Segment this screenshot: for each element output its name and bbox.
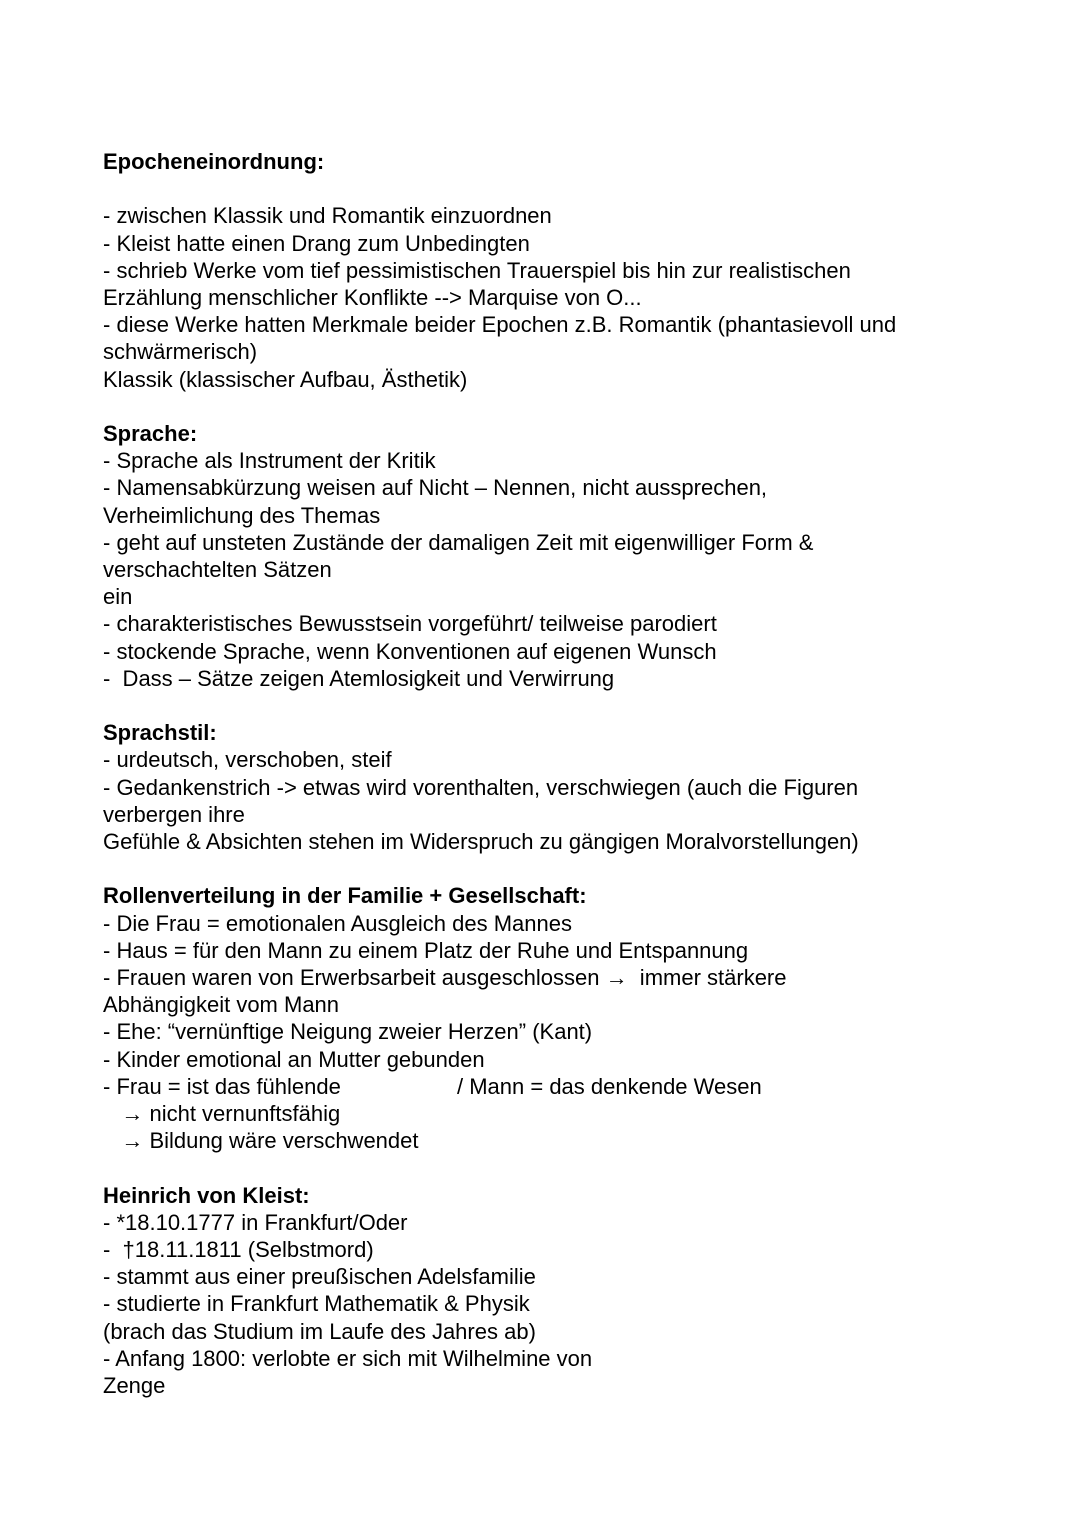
text-line: - Haus = für den Mann zu einem Platz der Ruhe und Entspannung	[103, 937, 749, 963]
text-line: Gefühle & Absichten stehen im Widerspruch zu gängigen Moralvorstellungen)	[103, 829, 859, 855]
text-line: - zwischen Klassik und Romantik einzuordnen	[103, 203, 552, 229]
text-line: - Kinder emotional an Mutter gebunden	[103, 1046, 485, 1072]
section	[103, 882, 1003, 1154]
text-line: - Sprache als Instrument der Kritik	[103, 448, 436, 474]
document-body	[103, 148, 1003, 1426]
text-line: Abhängigkeit vom Mann	[103, 992, 340, 1018]
section-heading: Epocheneinordnung:	[103, 149, 325, 174]
text-line: verbergen ihre	[103, 801, 245, 827]
text-line: - studierte in Frankfurt Mathematik & Physik	[103, 1291, 530, 1317]
text-line: → Bildung wäre verschwendet	[103, 1128, 419, 1154]
text-line: - Frauen waren von Erwerbsarbeit ausgeschlossen → immer stärkere	[103, 965, 787, 991]
section	[103, 719, 1003, 855]
text-line: - Anfang 1800: verlobte er sich mit Wilhelmine von	[103, 1345, 593, 1371]
section	[103, 1182, 1003, 1400]
text-line: - Frau = ist das fühlende / Mann = das denkende Wesen	[103, 1073, 762, 1099]
text-line: - geht auf unsteten Zustände der damaligen Zeit mit eigenwilliger Form &	[103, 529, 814, 555]
text-line: - Kleist hatte einen Drang zum Unbedingten	[103, 230, 530, 256]
text-line: verschachtelten Sätzen	[103, 557, 332, 583]
text-line: - Namensabkürzung weisen auf Nicht – Nennen, nicht aussprechen,	[103, 475, 768, 501]
text-line: Klassik (klassischer Aufbau, Ästhetik)	[103, 366, 468, 392]
section-heading: Rollenverteilung in der Familie + Gesellschaft:	[103, 883, 587, 909]
section	[103, 148, 1003, 393]
section	[103, 420, 1003, 692]
text-line: - stockende Sprache, wenn Konventionen auf eigenen Wunsch	[103, 638, 717, 664]
text-line: - charakteristisches Bewusstsein vorgeführt/ teilweise parodiert	[103, 611, 717, 637]
text-line: - schrieb Werke vom tief pessimistischen Trauerspiel bis hin zur realistischen	[103, 257, 851, 283]
text-line: - diese Werke hatten Merkmale beider Epochen z.B. Romantik (phantasievoll und	[103, 312, 897, 338]
text-line: (brach das Studium im Laufe des Jahres ab)	[103, 1318, 536, 1344]
text-line: - Gedankenstrich -> etwas wird vorenthalten, verschwiegen (auch die Figuren	[103, 774, 859, 800]
text-line: Zenge	[103, 1373, 166, 1399]
text-line: - Dass – Sätze zeigen Atemlosigkeit und Verwirrung	[103, 665, 615, 691]
text-line: Verheimlichung des Themas	[103, 502, 381, 528]
text-line: ein	[103, 584, 133, 610]
text-line: - Die Frau = emotionalen Ausgleich des Mannes	[103, 910, 572, 936]
text-line: schwärmerisch)	[103, 339, 258, 365]
section-heading: Sprachstil:	[103, 720, 217, 746]
text-line: - Ehe: “vernünftige Neigung zweier Herzen” (Kant)	[103, 1019, 593, 1045]
text-line: Erzählung menschlicher Konflikte --> Marquise von O...	[103, 285, 642, 310]
text-line: - stammt aus einer preußischen Adelsfamilie	[103, 1264, 536, 1290]
text-line: - urdeutsch, verschoben, steif	[103, 747, 392, 773]
text-line: → nicht vernunftsfähig	[103, 1101, 341, 1127]
section-heading: Heinrich von Kleist:	[103, 1182, 310, 1208]
text-line: - †18.11.1811 (Selbstmord)	[103, 1237, 374, 1263]
section-heading: Sprache:	[103, 421, 198, 446]
text-line: - *18.10.1777 in Frankfurt/Oder	[103, 1209, 408, 1235]
text-line	[103, 175, 1003, 202]
